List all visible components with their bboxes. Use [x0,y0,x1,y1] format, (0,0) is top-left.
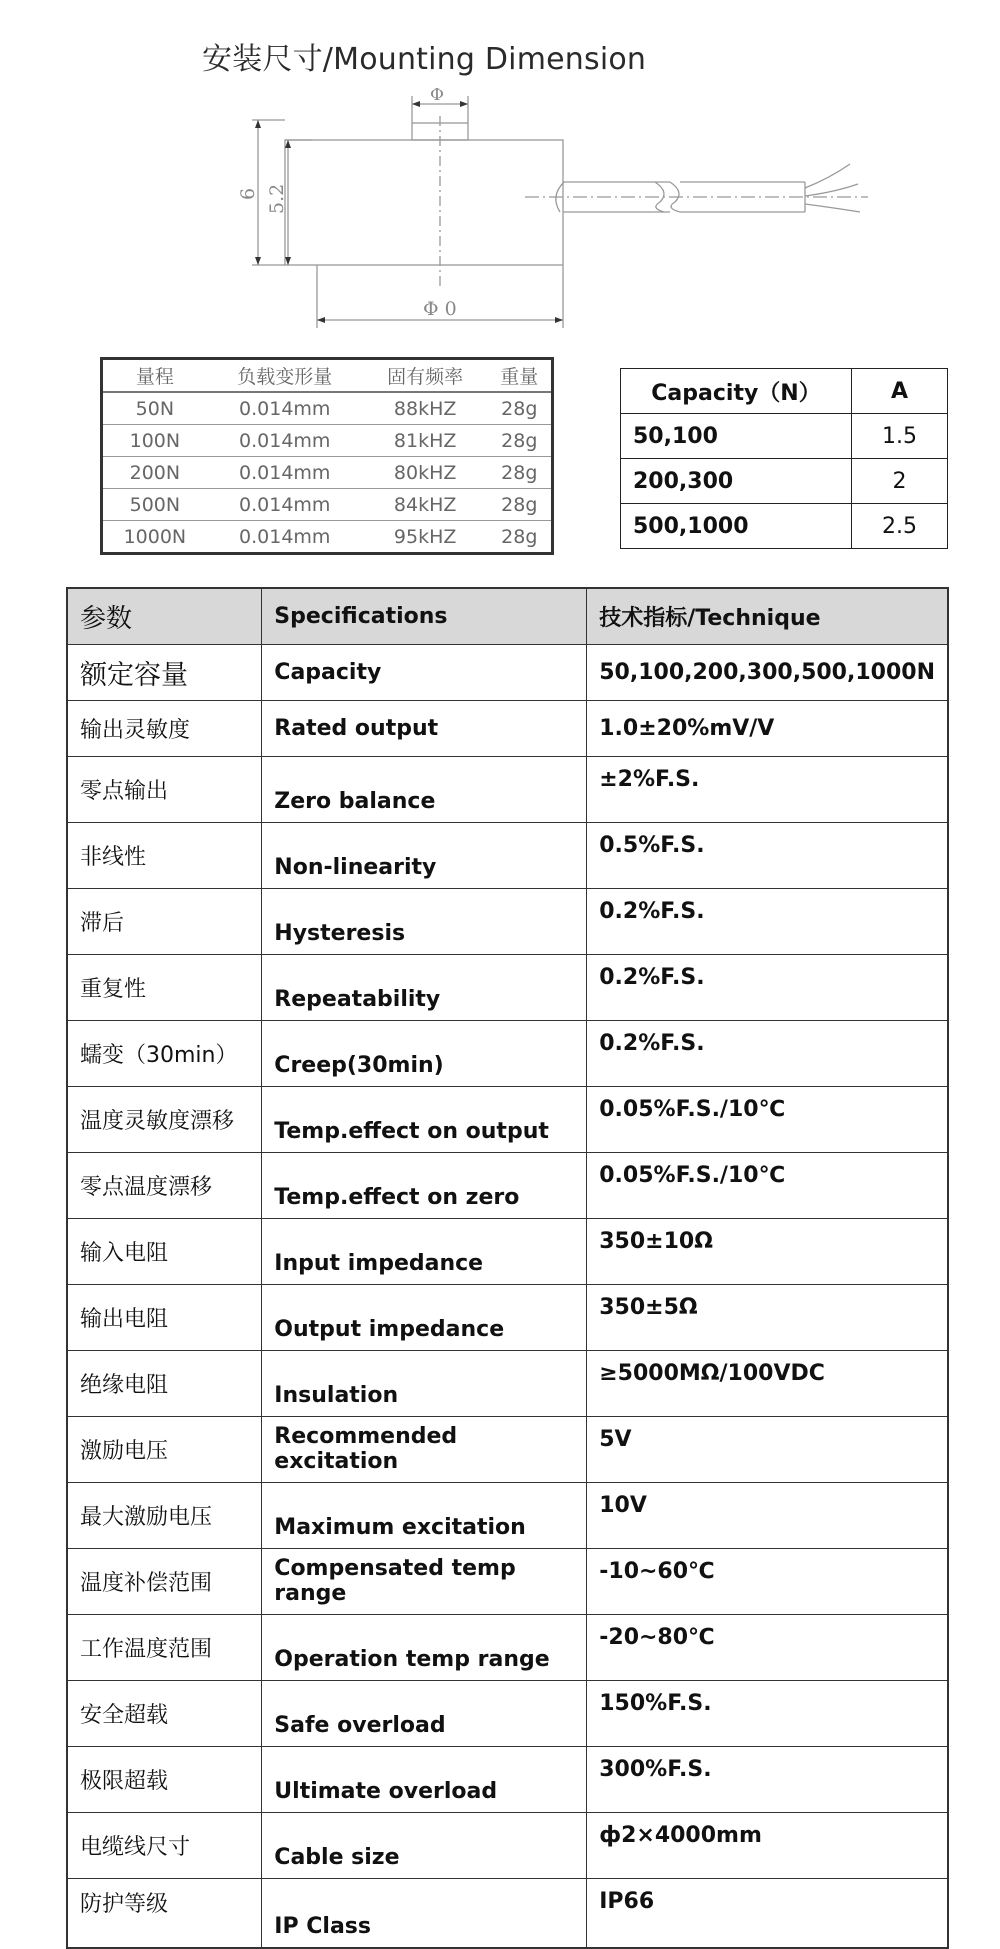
cell-value: 300%F.S. [587,1747,948,1813]
table-row [67,1549,948,1615]
cell-parameter: 电缆线尺寸 [67,1813,262,1879]
cell-parameter: 温度补偿范围 [67,1549,262,1615]
cell-parameter: 防护等级 [67,1879,262,1949]
cell-value: 5V [587,1417,948,1483]
cell-frequency: 84kHZ [363,489,488,521]
cell-parameter: 零点温度漂移 [67,1153,262,1219]
cell-parameter: 激励电压 [67,1417,262,1483]
cell-value: ±2%F.S. [587,757,948,823]
cell-deformation: 0.014mm [207,457,363,489]
cell-a: 2 [852,459,948,504]
cell-parameter: 非线性 [67,823,262,889]
table-row [102,489,553,521]
phi-top-label: Φ [430,88,444,105]
specifications-table [66,587,949,1949]
header-range: 量程 [102,359,207,393]
cell-specification: Creep(30min) [262,1021,587,1087]
table-row [67,645,948,701]
cell-parameter: 零点输出 [67,757,262,823]
cell-deformation: 0.014mm [207,425,363,457]
cell-value: 0.05%F.S./10℃ [587,1153,948,1219]
table-row [67,1813,948,1879]
table-row [67,1087,948,1153]
header-specifications: Specifications [262,588,587,645]
cell-parameter: 绝缘电阻 [67,1351,262,1417]
cell-range: 200N [102,457,207,489]
table-row [102,521,553,554]
cell-value: 1.0±20%mV/V [587,701,948,757]
cell-specification: Safe overload [262,1681,587,1747]
table-row [67,1153,948,1219]
cell-parameter: 输出灵敏度 [67,701,262,757]
table-header-row [621,369,948,414]
table-row [67,1747,948,1813]
table-row [67,889,948,955]
table-row [67,823,948,889]
cell-parameter: 蠕变（30min） [67,1021,262,1087]
dim-outer-label: 6 [237,187,259,200]
cell-specification: Rated output [262,701,587,757]
cell-value: 350±10Ω [587,1219,948,1285]
cell-parameter: 额定容量 [67,645,262,701]
table-row [67,1351,948,1417]
table-row [67,1879,948,1949]
cell-parameter: 安全超载 [67,1681,262,1747]
table-row [621,504,948,549]
cell-value: 0.2%F.S. [587,889,948,955]
cell-value: 350±5Ω [587,1285,948,1351]
cell-frequency: 88kHZ [393,397,457,420]
cell-weight: 28g [488,425,553,457]
cell-specification: Repeatability [262,955,587,1021]
table-row [102,392,553,425]
cell-capacity: 200,300 [621,459,852,504]
table-header-row [102,359,553,393]
table-row [621,414,948,459]
cell-parameter: 输出电阻 [67,1285,262,1351]
table-row [67,1219,948,1285]
cell-frequency: 80kHZ [363,457,488,489]
cell-specification: Temp.effect on output [262,1087,587,1153]
model-specs-table [100,357,554,555]
phi-bottom-label: Φ 0 [423,298,457,320]
cell-range: 100N [102,425,207,457]
cell-specification: Zero balance [262,757,587,823]
cell-range: 1000N [102,521,207,554]
cell-parameter: 温度灵敏度漂移 [67,1087,262,1153]
table-header-row [67,588,948,645]
cell-value: 10V [587,1483,948,1549]
header-parameter: 参数 [67,588,262,645]
table-row [67,701,948,757]
cell-value: 0.2%F.S. [587,955,948,1021]
cell-deformation: 0.014mm [239,397,331,420]
table-row [67,955,948,1021]
dim-inner-label: 5.2 [266,183,288,214]
mounting-dimension-drawing [0,88,1000,348]
cell-specification: Capacity [262,645,587,701]
cell-specification: Input impedance [262,1219,587,1285]
cell-range: 500N [102,489,207,521]
table-row [67,1417,948,1483]
cell-value: 0.5%F.S. [587,823,948,889]
cell-frequency: 95kHZ [363,521,488,554]
header-capacity: Capacity（N） [621,369,852,414]
cell-specification: Output impedance [262,1285,587,1351]
table-row [102,457,553,489]
header-frequency: 固有频率 [363,359,488,393]
cell-a: 1.5 [852,414,948,459]
header-deformation: 负载变形量 [207,359,363,393]
cell-parameter: 滞后 [67,889,262,955]
table-row [67,1285,948,1351]
cell-specification: Maximum excitation [262,1483,587,1549]
cell-value: 0.05%F.S./10℃ [587,1087,948,1153]
table-row [67,757,948,823]
header-technique: 技术指标/Technique [587,588,948,645]
capacity-table [620,368,948,549]
cell-frequency: 81kHZ [363,425,488,457]
cell-value: 150%F.S. [587,1681,948,1747]
cell-specification: Recommended excitation [262,1417,587,1483]
table-row [102,425,553,457]
cell-deformation: 0.014mm [207,521,363,554]
cell-weight: 28g [488,457,553,489]
cell-specification: Cable size [262,1813,587,1879]
cell-specification: Operation temp range [262,1615,587,1681]
cell-specification: Hysteresis [262,889,587,955]
header-weight: 重量 [488,359,553,393]
cell-specification: Ultimate overload [262,1747,587,1813]
cell-parameter: 输入电阻 [67,1219,262,1285]
cell-parameter: 重复性 [67,955,262,1021]
cell-specification: Insulation [262,1351,587,1417]
table-row [67,1681,948,1747]
cell-parameter: 工作温度范围 [67,1615,262,1681]
cell-capacity: 500,1000 [621,504,852,549]
cell-weight: 28g [501,397,538,420]
cell-value: ≥5000MΩ/100VDC [587,1351,948,1417]
table-row [67,1021,948,1087]
cell-value: -20~80℃ [587,1615,948,1681]
cell-deformation: 0.014mm [207,489,363,521]
cell-value: 0.2%F.S. [587,1021,948,1087]
header-a: A [852,369,948,414]
cell-weight: 28g [488,521,553,554]
table-row [67,1483,948,1549]
page-title: 安装尺寸/Mounting Dimension [202,42,647,77]
cell-specification: Temp.effect on zero [262,1153,587,1219]
cell-value: -10~60℃ [587,1549,948,1615]
cell-a: 2.5 [852,504,948,549]
cell-specification: Non-linearity [262,823,587,889]
cell-weight: 28g [488,489,553,521]
cell-parameter: 最大激励电压 [67,1483,262,1549]
table-row [621,459,948,504]
cell-value: 50,100,200,300,500,1000N [587,645,948,701]
cell-specification: Compensated temp range [262,1549,587,1615]
cell-range: 50N [135,397,175,420]
cell-parameter: 极限超载 [67,1747,262,1813]
cell-value: IP66 [587,1879,948,1949]
cell-specification: IP Class [262,1879,587,1949]
cell-capacity: 50,100 [621,414,852,459]
cell-value: ф2×4000mm [587,1813,948,1879]
table-row [67,1615,948,1681]
